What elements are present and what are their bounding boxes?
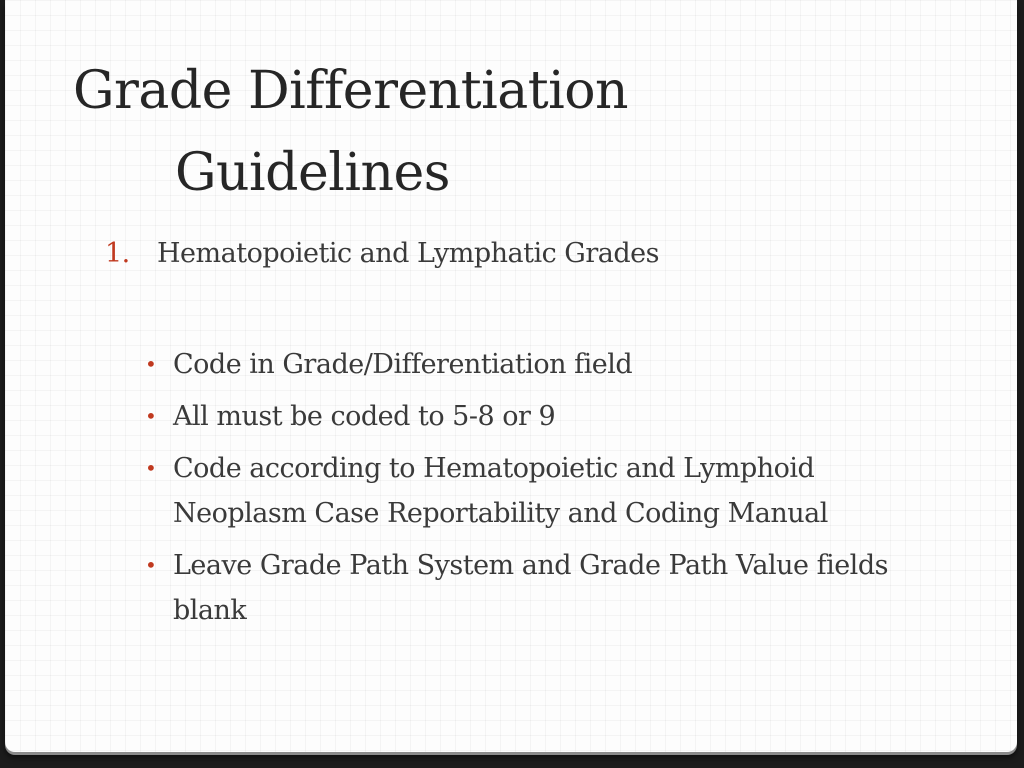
list-number: 1. <box>105 238 130 269</box>
bullet-item <box>143 394 943 439</box>
bullet-text: Leave Grade Path System and Grade Path Value fields blank <box>173 550 888 626</box>
bullet-item <box>143 543 943 633</box>
bullet-item <box>143 342 943 387</box>
numbered-item-text: Hematopoietic and Lymphatic Grades <box>157 238 659 269</box>
bullet-text: All must be coded to 5-8 or 9 <box>173 401 556 432</box>
title-line-1: Grade Differentiation <box>73 61 629 121</box>
slide-title <box>73 50 628 214</box>
title-line-2: Guidelines <box>175 143 450 203</box>
bullet-icon: • <box>145 456 157 480</box>
bullet-icon: • <box>145 404 157 428</box>
bullet-icon: • <box>145 352 157 376</box>
slide <box>5 0 1017 752</box>
numbered-item <box>105 238 659 269</box>
bullet-icon: • <box>145 553 157 577</box>
bullet-text: Code according to Hematopoietic and Lymphoid Neoplasm Case Reportability and Coding Manual <box>173 453 828 529</box>
bullet-text: Code in Grade/Differentiation field <box>173 349 633 380</box>
bullet-list <box>143 342 943 640</box>
bullet-item <box>143 446 943 536</box>
